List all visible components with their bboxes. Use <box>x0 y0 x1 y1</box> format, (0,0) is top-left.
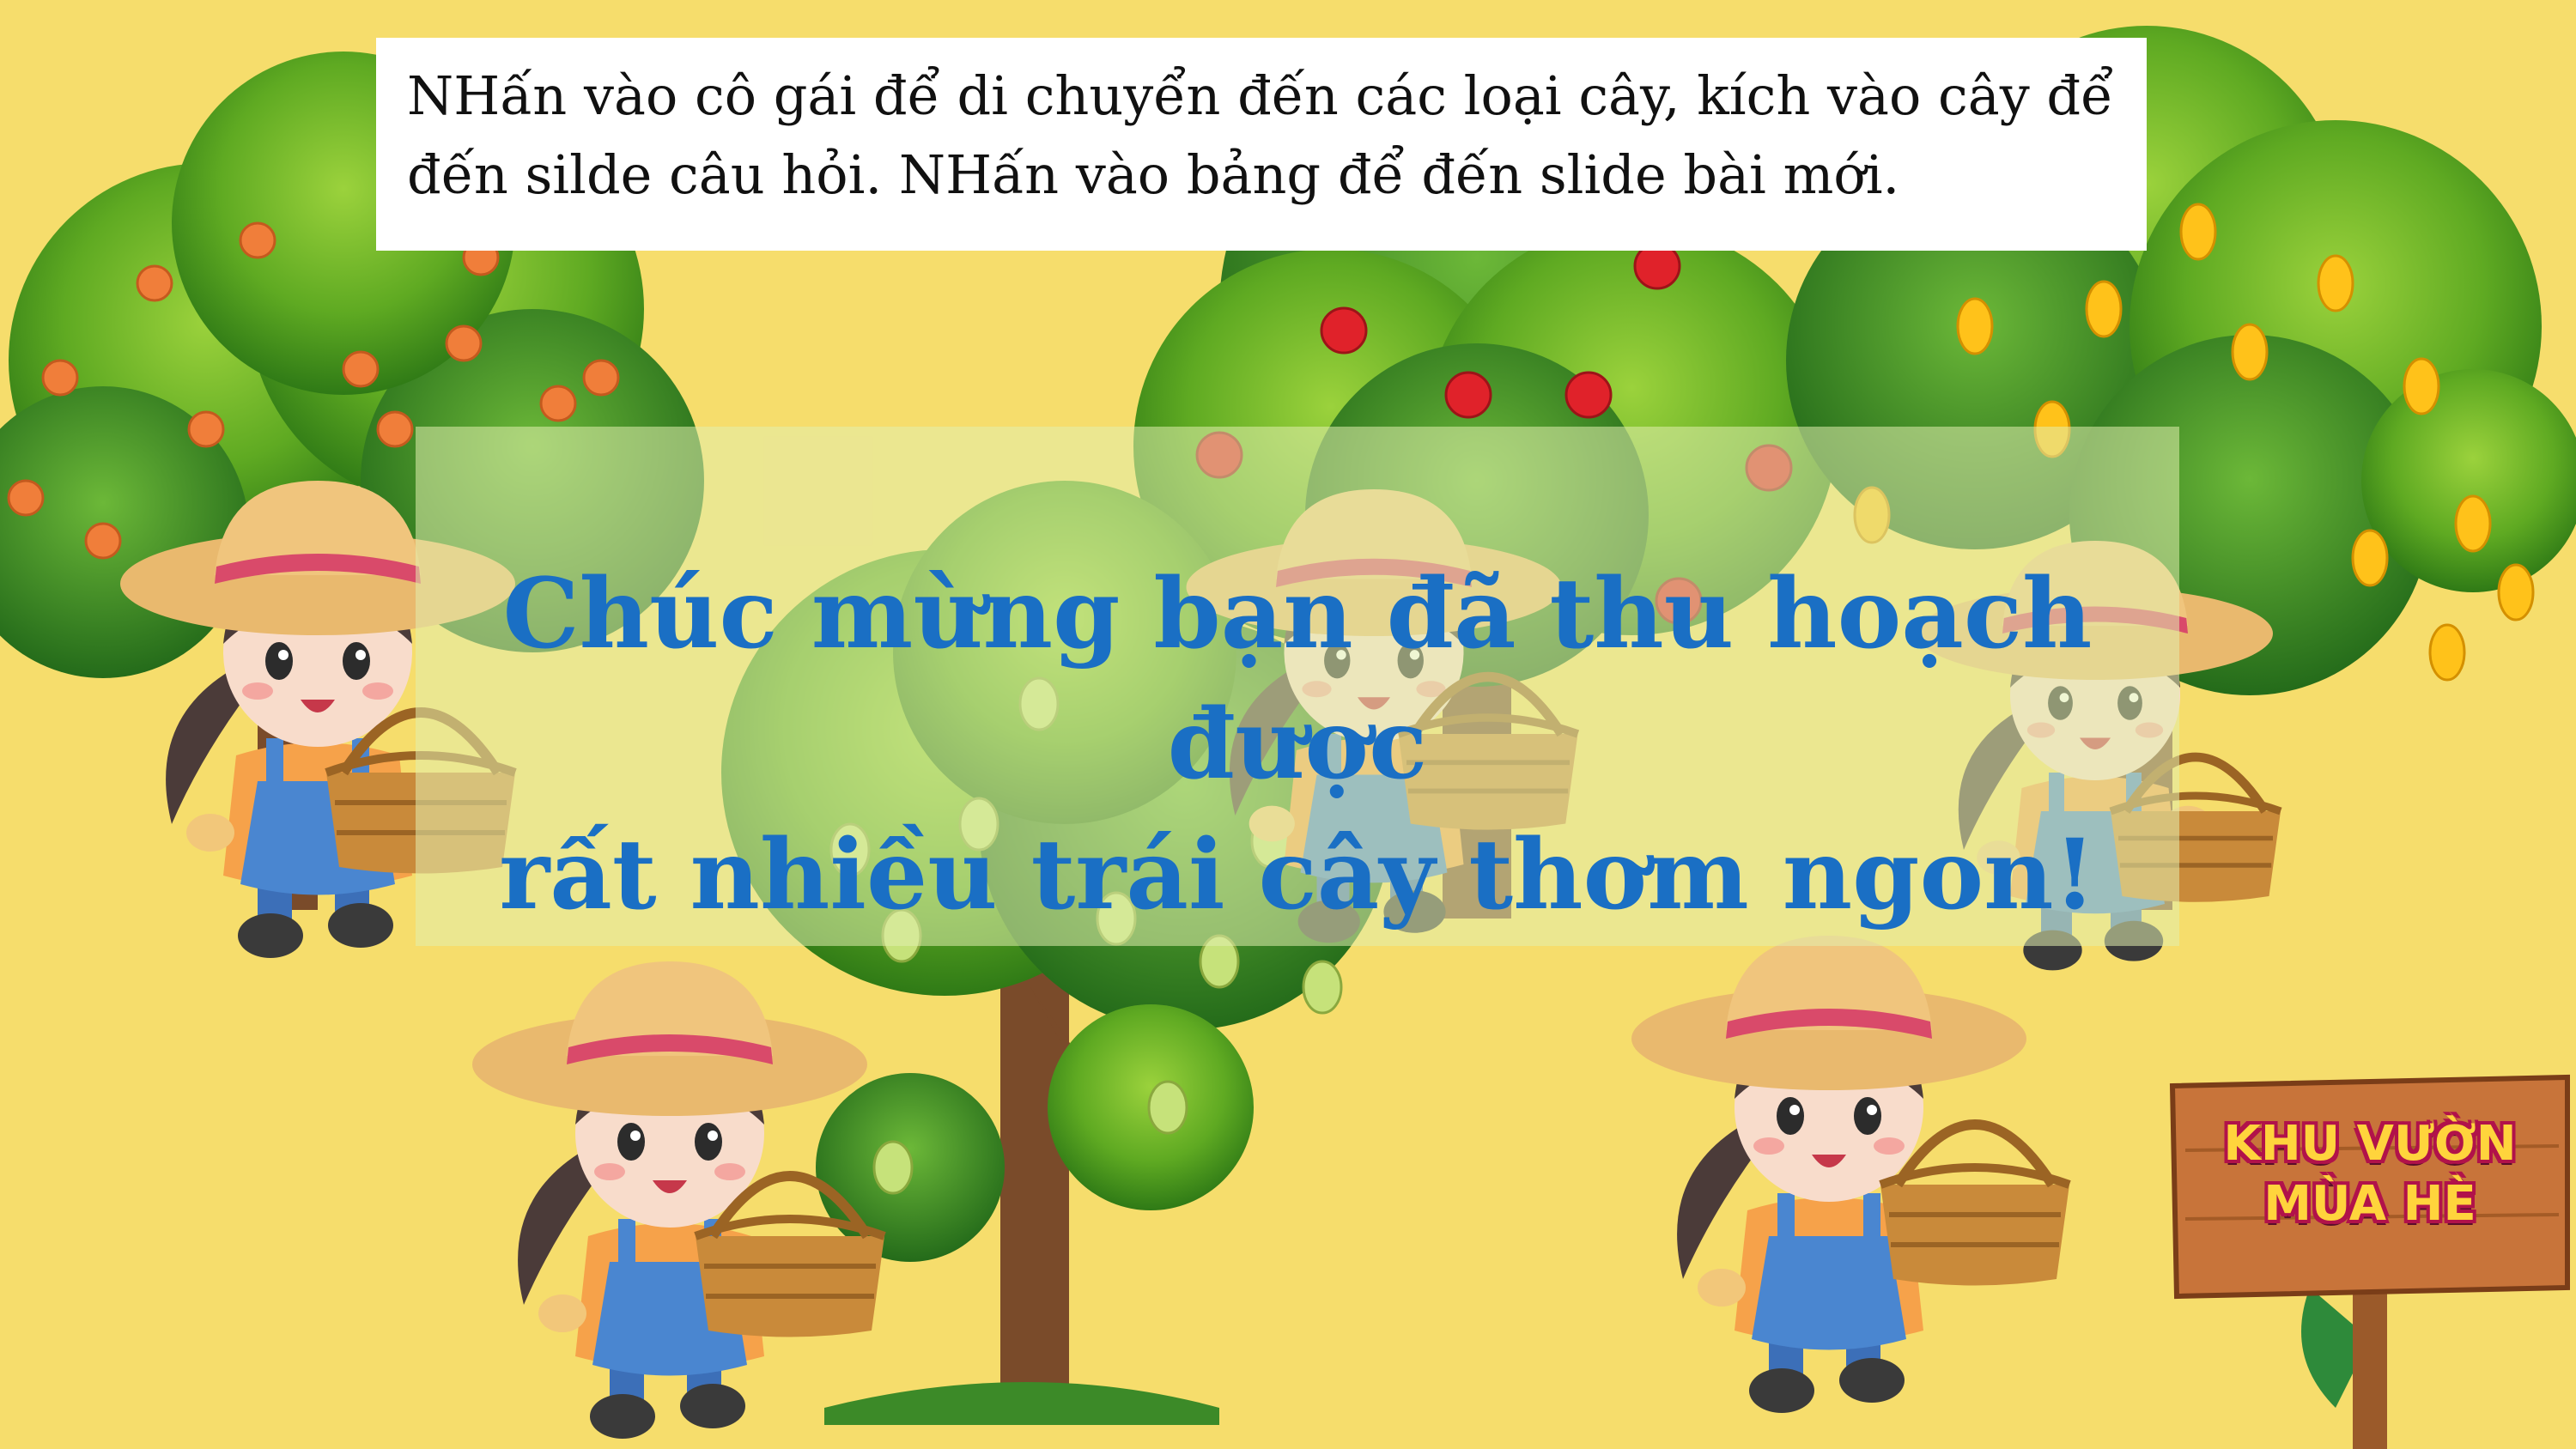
sign-line-1: KHU VƯỜN <box>2223 1116 2517 1172</box>
sign-line-2: MÙA HÈ <box>2263 1176 2476 1232</box>
congrats-line-2: rất nhiều trái cây thơm ngon! <box>499 819 2096 931</box>
congrats-line-1: Chúc mừng bạn đã thu hoạch được <box>502 558 2093 801</box>
congrats-title <box>416 549 2179 941</box>
instruction-line-1: NHấn vào cô gái để di chuyển đến các loại cây, kích vào cây để <box>407 64 2114 127</box>
instruction-line-2: đến silde câu hỏi. NHấn vào bảng để đến slide bài mới. <box>407 143 1900 206</box>
grass <box>824 1382 1219 1425</box>
sign-label[interactable] <box>2181 1114 2559 1234</box>
instruction-box <box>376 38 2147 251</box>
farmer-girl-bottom-right[interactable] <box>1631 936 2069 1413</box>
